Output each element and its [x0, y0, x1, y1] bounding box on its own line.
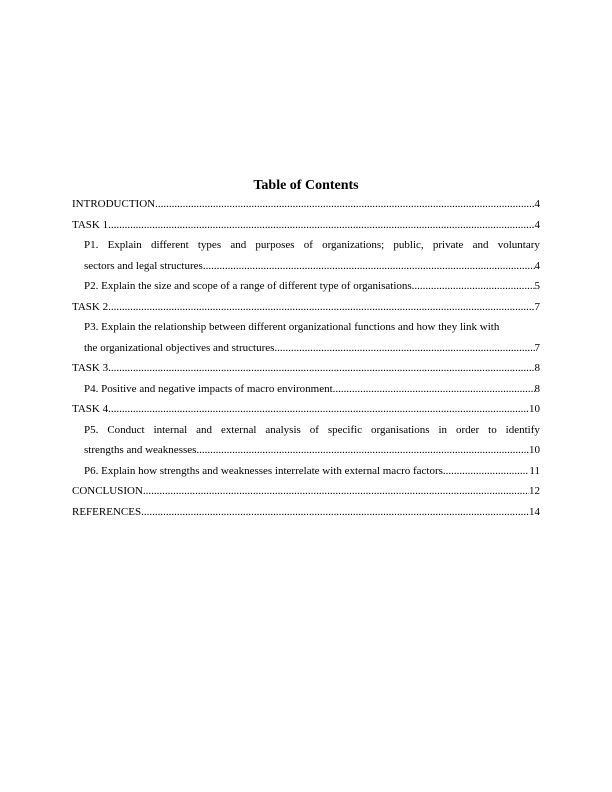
toc-word: P1.: [84, 239, 99, 251]
toc-entry-p3[interactable]: [84, 317, 540, 358]
toc-entry-label: REFERENCES: [72, 505, 142, 518]
toc-page-number: 4: [534, 259, 540, 272]
toc-word: in: [438, 423, 448, 436]
toc-word: P5.: [84, 423, 99, 436]
toc-leader-dots: [333, 379, 535, 400]
toc-entry-introduction[interactable]: [72, 194, 540, 215]
toc-word: organisations: [371, 423, 430, 436]
toc-page-number: 5: [534, 280, 540, 292]
toc-page-number: 10: [529, 403, 540, 415]
toc-leader-dots: [443, 461, 529, 482]
toc-leader-dots: [203, 256, 535, 277]
toc-word: voluntary: [497, 239, 540, 251]
toc-entry-p5[interactable]: [84, 420, 540, 461]
toc-entry-line1: P3. Explain the relationship between different organizational functions and how they link with: [84, 321, 500, 333]
toc-entry-first-line: [84, 235, 540, 256]
toc-entry-label: sectors and legal structures: [84, 259, 203, 272]
toc-entry-task-3[interactable]: [72, 358, 540, 379]
toc-entry-label: TASK 2: [72, 300, 109, 313]
toc-word: identify: [505, 423, 540, 436]
toc-entry-label: CONCLUSION: [72, 485, 143, 497]
toc-entry-p6[interactable]: [84, 461, 540, 482]
toc-entry-references[interactable]: [72, 502, 540, 523]
toc-page-number: 11: [529, 464, 540, 477]
toc-page-number: 7: [534, 300, 540, 313]
toc-word: specific: [327, 423, 363, 436]
toc-page-number: 8: [534, 382, 540, 395]
toc-entry-label: strengths and weaknesses: [84, 444, 197, 456]
toc-word: internal: [153, 423, 188, 436]
toc-word: Explain: [107, 239, 142, 251]
toc-page-number: 12: [529, 485, 540, 497]
toc-page-number: 4: [534, 218, 540, 231]
toc-word: organizations;: [322, 239, 385, 251]
toc-entry-label: P4. Positive and negative impacts of macro environment: [84, 382, 333, 395]
toc-entry-label: TASK 3: [72, 362, 109, 374]
toc-leader-dots: [143, 481, 529, 502]
toc-entry-label: INTRODUCTION: [72, 198, 156, 210]
toc-leader-dots: [155, 194, 534, 215]
toc-title: Table of Contents: [253, 178, 359, 193]
toc-entry-label: P6. Explain how strengths and weaknesses interrelate with external macro factors: [84, 464, 443, 477]
toc-word: purposes: [255, 239, 295, 251]
toc-leader-dots: [141, 502, 529, 523]
toc-leader-dots: [412, 276, 535, 297]
toc-entry-p1[interactable]: [84, 235, 540, 276]
toc-word: different: [151, 239, 189, 251]
toc-entry-label: the organizational objectives and structures: [84, 341, 275, 354]
toc-word: Conduct: [107, 423, 145, 436]
toc-entry-p4[interactable]: [84, 379, 540, 400]
toc-word: external: [220, 423, 257, 436]
table-of-contents: [72, 194, 540, 522]
toc-leader-dots: [108, 297, 534, 318]
toc-entry-task-4[interactable]: [72, 399, 540, 420]
toc-word: and: [472, 239, 489, 251]
toc-entry-task-2[interactable]: [72, 297, 540, 318]
toc-word: private: [432, 239, 464, 251]
toc-entry-label: TASK 1: [72, 218, 109, 231]
toc-entry-task-1[interactable]: [72, 215, 540, 236]
toc-word: and: [196, 423, 213, 436]
toc-entry-first-line: [84, 317, 540, 338]
toc-leader-dots: [196, 440, 529, 461]
toc-entry-conclusion[interactable]: [72, 481, 540, 502]
toc-leader-dots: [108, 215, 534, 236]
toc-word: of: [303, 239, 313, 251]
toc-page-number: 10: [529, 444, 540, 456]
toc-word: public,: [393, 239, 424, 251]
toc-word: and: [230, 239, 247, 251]
toc-word: of: [309, 423, 319, 436]
toc-word: analysis: [265, 423, 301, 436]
toc-entry-first-line: [84, 420, 540, 441]
toc-entry-label: P2. Explain the size and scope of a range of different type of organisations: [84, 280, 412, 292]
toc-leader-dots: [108, 399, 529, 420]
toc-page-number: 7: [534, 341, 540, 354]
toc-page-number: 8: [534, 362, 540, 374]
toc-page-number: 4: [534, 198, 540, 210]
toc-entry-p2[interactable]: [84, 276, 540, 297]
toc-entry-label: TASK 4: [72, 403, 109, 415]
toc-leader-dots: [108, 358, 534, 379]
toc-page-number: 14: [529, 505, 540, 518]
toc-word: types: [197, 239, 222, 251]
toc-word: to: [488, 423, 497, 436]
toc-word: order: [455, 423, 480, 436]
toc-leader-dots: [274, 338, 534, 359]
